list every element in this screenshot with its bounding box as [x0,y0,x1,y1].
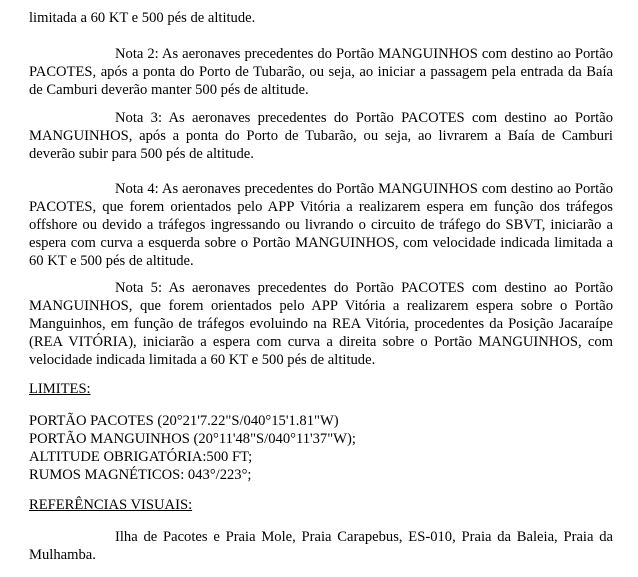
limite-line-manguinhos: PORTÃO MANGUINHOS (20°11'48"S/040°11'37"W); [29,431,356,447]
note-5-paragraph: Nota 5: As aeronaves precedentes do Portão PACOTES com destino ao Portão MANGUINHOS, que forem orientados pelo APP Vitória a realizarem espera sobre o Portão Manguinhos, em função de tráfegos evoluindo na REA Vitória, procedentes da Posição Jacaraípe (REA VITÓRIA), iniciarão a espera com curva a direita sobre o Portão MANGUINHOS, com velocidade indicada limitada a 60 KT e 500 pés de altitude. [29,280,613,368]
note-3-paragraph: Nota 3: As aeronaves precedentes do Portão PACOTES com destino ao Portão MANGUINHOS, após a ponta do Porto de Tubarão, ou seja, ao livrarem a Baía de Camburi deverão subir para 500 pés de altitude. [29,110,613,162]
note-4-paragraph: Nota 4: As aeronaves precedentes do Portão MANGUINHOS com destino ao Portão PACOTES, que forem orientados pelo APP Vitória a realizarem espera em função dos tráfegos offshore ou devido a tráfegos ingressando ou livrando o circuito de tráfego do SBVT, iniciarão a espera com curva a esquerda sobre o Portão MANGUINHOS, com velocidade indicada limitada a 60 KT e 500 pés de altitude. [29,181,613,269]
referencias-heading: REFERÊNCIAS VISUAIS: [29,497,193,513]
limites-heading: LIMITES: [29,381,91,397]
continued-paragraph-end: limitada a 60 KT e 500 pés de altitude. [29,10,256,26]
limite-line-rumos: RUMOS MAGNÉTICOS: 043°/223°; [29,467,252,483]
limite-line-altitude: ALTITUDE OBRIGATÓRIA:500 FT; [29,449,253,465]
limite-line-pacotes: PORTÃO PACOTES (20°21'7.22"S/040°15'1.81"W) [29,413,339,429]
note-2-paragraph: Nota 2: As aeronaves precedentes do Portão MANGUINHOS com destino ao Portão PACOTES, após a ponta do Porto de Tubarão, ou seja, ao iniciar a passagem pela entrada da Baía de Camburi deverão manter 500 pés de altitude. [29,46,613,98]
limites-list [29,412,356,484]
referencias-paragraph: Ilha de Pacotes e Praia Mole, Praia Carapebus, ES-010, Praia da Baleia, Praia da Mulhamba. [29,529,613,563]
